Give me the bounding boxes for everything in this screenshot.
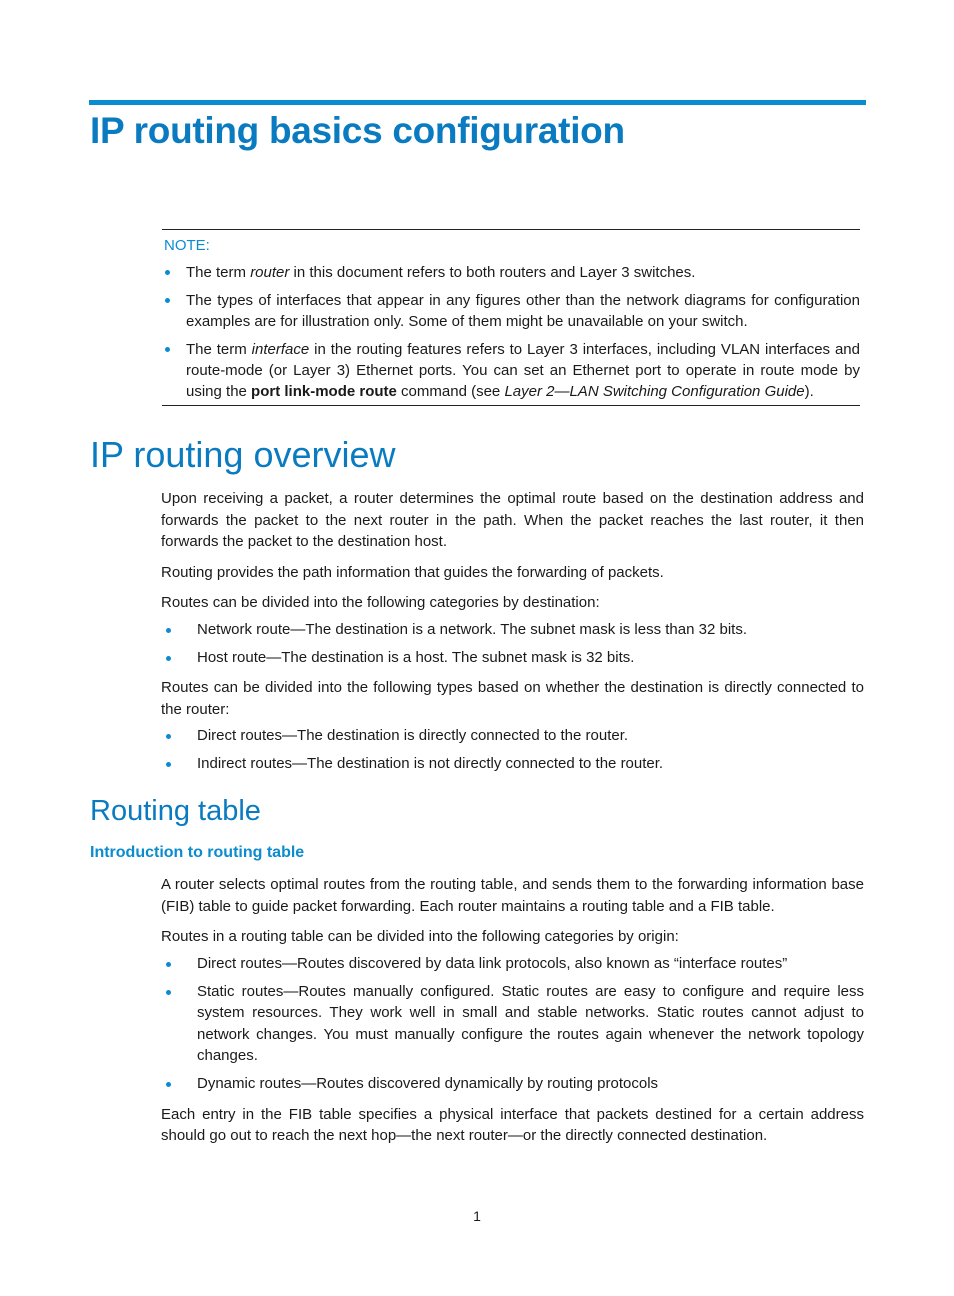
list-item: Host route—The destination is a host. The subnet mask is 32 bits. — [161, 647, 864, 669]
doc-reference: Layer 2—LAN Switching Configuration Guide — [504, 383, 805, 400]
bullet-icon — [166, 734, 171, 739]
note-item: The term interface in the routing features refers to Layer 3 interfaces, including VLAN interfaces and route-mode (or Layer 3) Ethernet ports. You can set an Ethernet port to operate in route mode by using the port link-mode route command (see Layer 2—LAN Switching Configuration Guide). — [162, 339, 860, 402]
note-item: The term router in this document refers to both routers and Layer 3 switches. — [162, 262, 860, 283]
page-number: 1 — [473, 1208, 481, 1224]
origin-list — [161, 953, 864, 1095]
paragraph: Routes in a routing table can be divided into the following categories by origin: — [161, 928, 679, 945]
list-item: Static routes—Routes manually configured. Static routes are easy to configure and require less system resources. They work well in small and stable networks. Static routes cannot adjust to network changes. You must manually configure the routes again whenever the network topology changes. — [161, 981, 864, 1067]
list-item: Network route—The destination is a network. The subnet mask is less than 32 bits. — [161, 619, 864, 641]
bullet-icon — [165, 298, 170, 303]
note-box — [162, 229, 860, 406]
bullet-icon — [166, 628, 171, 633]
list-item: Direct routes—The destination is directly connected to the router. — [161, 725, 864, 747]
paragraph: Routes can be divided into the following categories by destination: — [161, 594, 600, 611]
routing-table-body — [161, 874, 864, 1156]
note-label: NOTE: — [164, 237, 210, 254]
bullet-icon — [166, 762, 171, 767]
subsection-heading-intro: Introduction to routing table — [90, 844, 305, 861]
bullet-icon — [166, 990, 171, 995]
paragraph: Each entry in the FIB table specifies a physical interface that packets destined for a certain address should go out to reach the next hop—the next router—or the directly connected destination. — [161, 1105, 864, 1144]
note-list — [162, 262, 860, 402]
bullet-icon — [166, 1082, 171, 1087]
list-item: Indirect routes—The destination is not directly connected to the router. — [161, 753, 864, 775]
paragraph: A router selects optimal routes from the routing table, and sends them to the forwarding information base (FIB) table to guide packet forwarding. Each router maintains a routing table and a FIB table. — [161, 876, 864, 915]
bullet-icon — [165, 347, 170, 352]
connection-list — [161, 725, 864, 775]
destination-list — [161, 619, 864, 669]
bullet-icon — [166, 962, 171, 967]
section-heading-overview: IP routing overview — [90, 434, 396, 475]
overview-body — [161, 488, 864, 781]
title-rule — [89, 100, 866, 105]
bullet-icon — [165, 270, 170, 275]
paragraph: Routing provides the path information that guides the forwarding of packets. — [161, 563, 664, 581]
paragraph: Upon receiving a packet, a router determines the optimal route based on the destination address and forwards the packet to the next router in the path. When the packet reaches the last router, it then forwards the packet to the destination host. — [161, 490, 864, 550]
note-item: The types of interfaces that appear in any figures other than the network diagrams for configuration examples are for illustration only. Some of them might be unavailable on your switch. — [162, 290, 860, 332]
bullet-icon — [166, 656, 171, 661]
command-text: port link-mode route — [251, 383, 397, 400]
paragraph: Routes can be divided into the following types based on whether the destination is directly connected to the router: — [161, 679, 864, 718]
list-item: Direct routes—Routes discovered by data link protocols, also known as “interface routes” — [161, 953, 864, 975]
section-heading-routing-table: Routing table — [90, 795, 261, 827]
page-title: IP routing basics configuration — [90, 110, 625, 151]
list-item: Dynamic routes—Routes discovered dynamically by routing protocols — [161, 1073, 864, 1095]
